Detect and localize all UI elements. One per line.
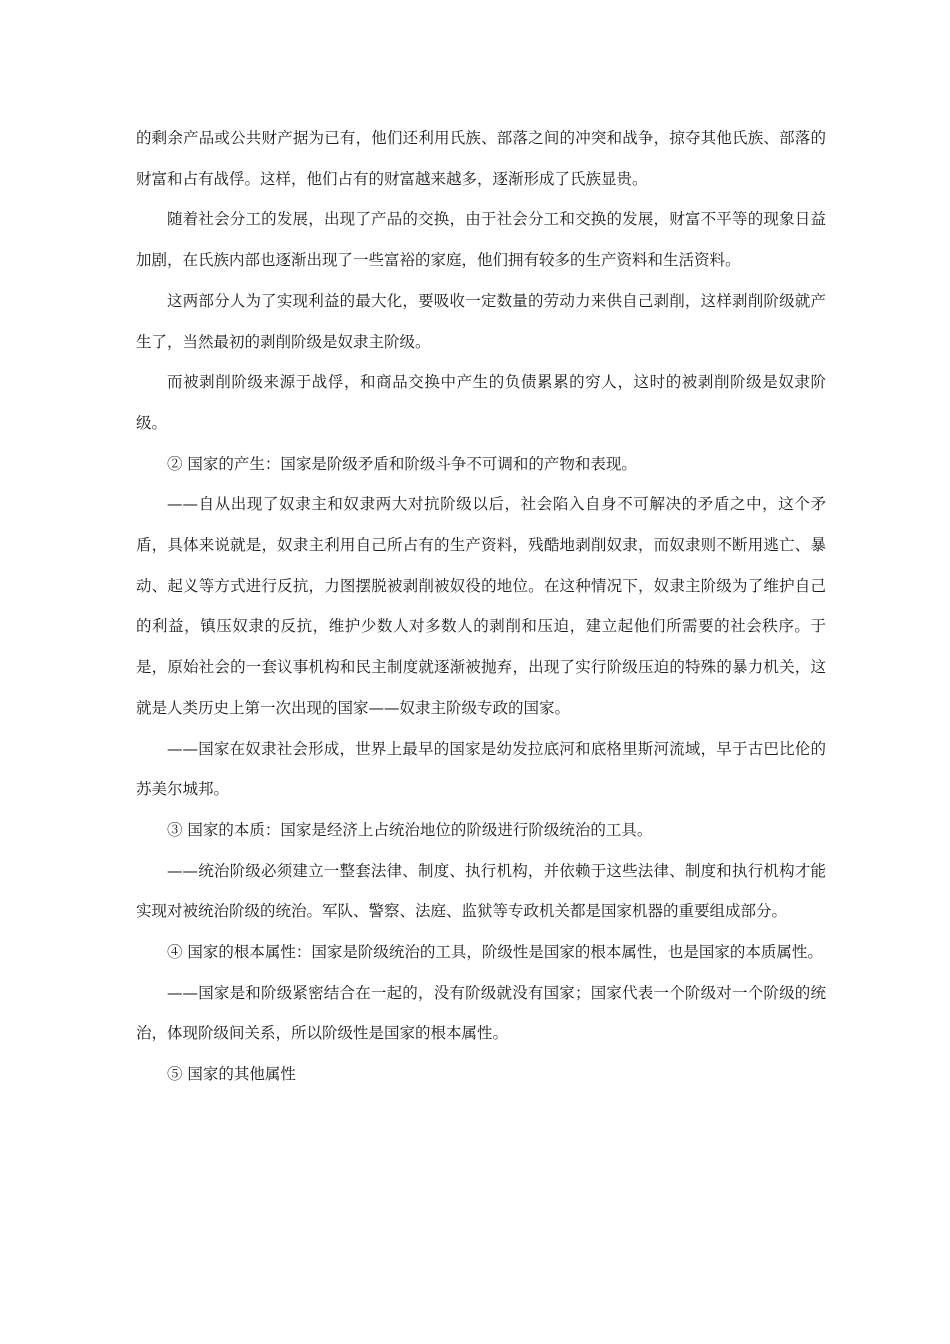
section-heading-state-essence: ③ 国家的本质：国家是经济上占统治地位的阶级进行阶级统治的工具。 <box>167 820 653 839</box>
paragraph-7: ——国家在奴隶社会形成，世界上最早的国家是幼发拉底河和底格里斯河流域，早于古巴比伦的苏美尔城邦。 <box>136 739 826 799</box>
paragraph-4: 而被剥削阶级来源于战俘，和商品交换中产生的负债累累的穷人，这时的被剥削阶级是奴隶阶级。 <box>136 373 826 432</box>
paragraph-11: ——国家是和阶级紧密结合在一起的，没有阶级就没有国家；国家代表一个阶级对一个阶级的统治，体现阶级间关系，所以阶级性是国家的根本属性。 <box>136 983 826 1043</box>
section-heading-state-other-attributes: ⑤ 国家的其他属性 <box>167 1065 296 1084</box>
paragraph-2: 随着社会分工的发展，出现了产品的交换，由于社会分工和交换的发展，财富不平等的现象日益加剧，在氏族内部也逐渐出现了一些富裕的家庭，他们拥有较多的生产资料和生活资料。 <box>136 210 826 270</box>
paragraph-1: 的剩余产品或公共财产据为已有，他们还利用氏族、部落之间的冲突和战争，掠夺其他氏族、部落的财富和占有战俘。这样，他们占有的财富越来越多，逐渐形成了氏族显贵。 <box>136 129 826 188</box>
document-body <box>136 118 826 1095</box>
section-heading-state-fundamental-attribute: ④ 国家的根本属性：国家是阶级统治的工具，阶级性是国家的根本属性，也是国家的本质属性。 <box>167 943 823 962</box>
paragraph-9: ——统治阶级必须建立一整套法律、制度、执行机构，并依赖于这些法律、制度和执行机构才能实现对被统治阶级的统治。军队、警察、法庭、监狱等专政机关都是国家机器的重要组成部分。 <box>136 861 826 921</box>
paragraph-3: 这两部分人为了实现利益的最大化，要吸收一定数量的劳动力来供自己剥削，这样剥削阶级就产生了，当然最初的剥削阶级是奴隶主阶级。 <box>136 291 826 351</box>
paragraph-6: ——自从出现了奴隶主和奴隶两大对抗阶级以后，社会陷入自身不可解决的矛盾之中，这个矛盾，具体来说就是，奴隶主利用自己所占有的生产资料，残酷地剥削奴隶，而奴隶则不断用逃亡、暴动、起义等方式进行反抗，力图摆脱被剥削被奴役的地位。在这种情况下，奴隶主阶级为了维护自己的利益，镇压奴隶的反抗，维护少数人对多数人的剥削和压迫，建立起他们所需要的社会秩序。于是，原始社会的一套议事机构和民主制度就逐渐被抛弃，出现了实行阶级压迫的特殊的暴力机关，这就是人类历史上第一次出现的国家——奴隶主阶级专政的国家。 <box>136 495 826 717</box>
section-heading-state-origin: ② 国家的产生：国家是阶级矛盾和阶级斗争不可调和的产物和表现。 <box>167 454 637 473</box>
